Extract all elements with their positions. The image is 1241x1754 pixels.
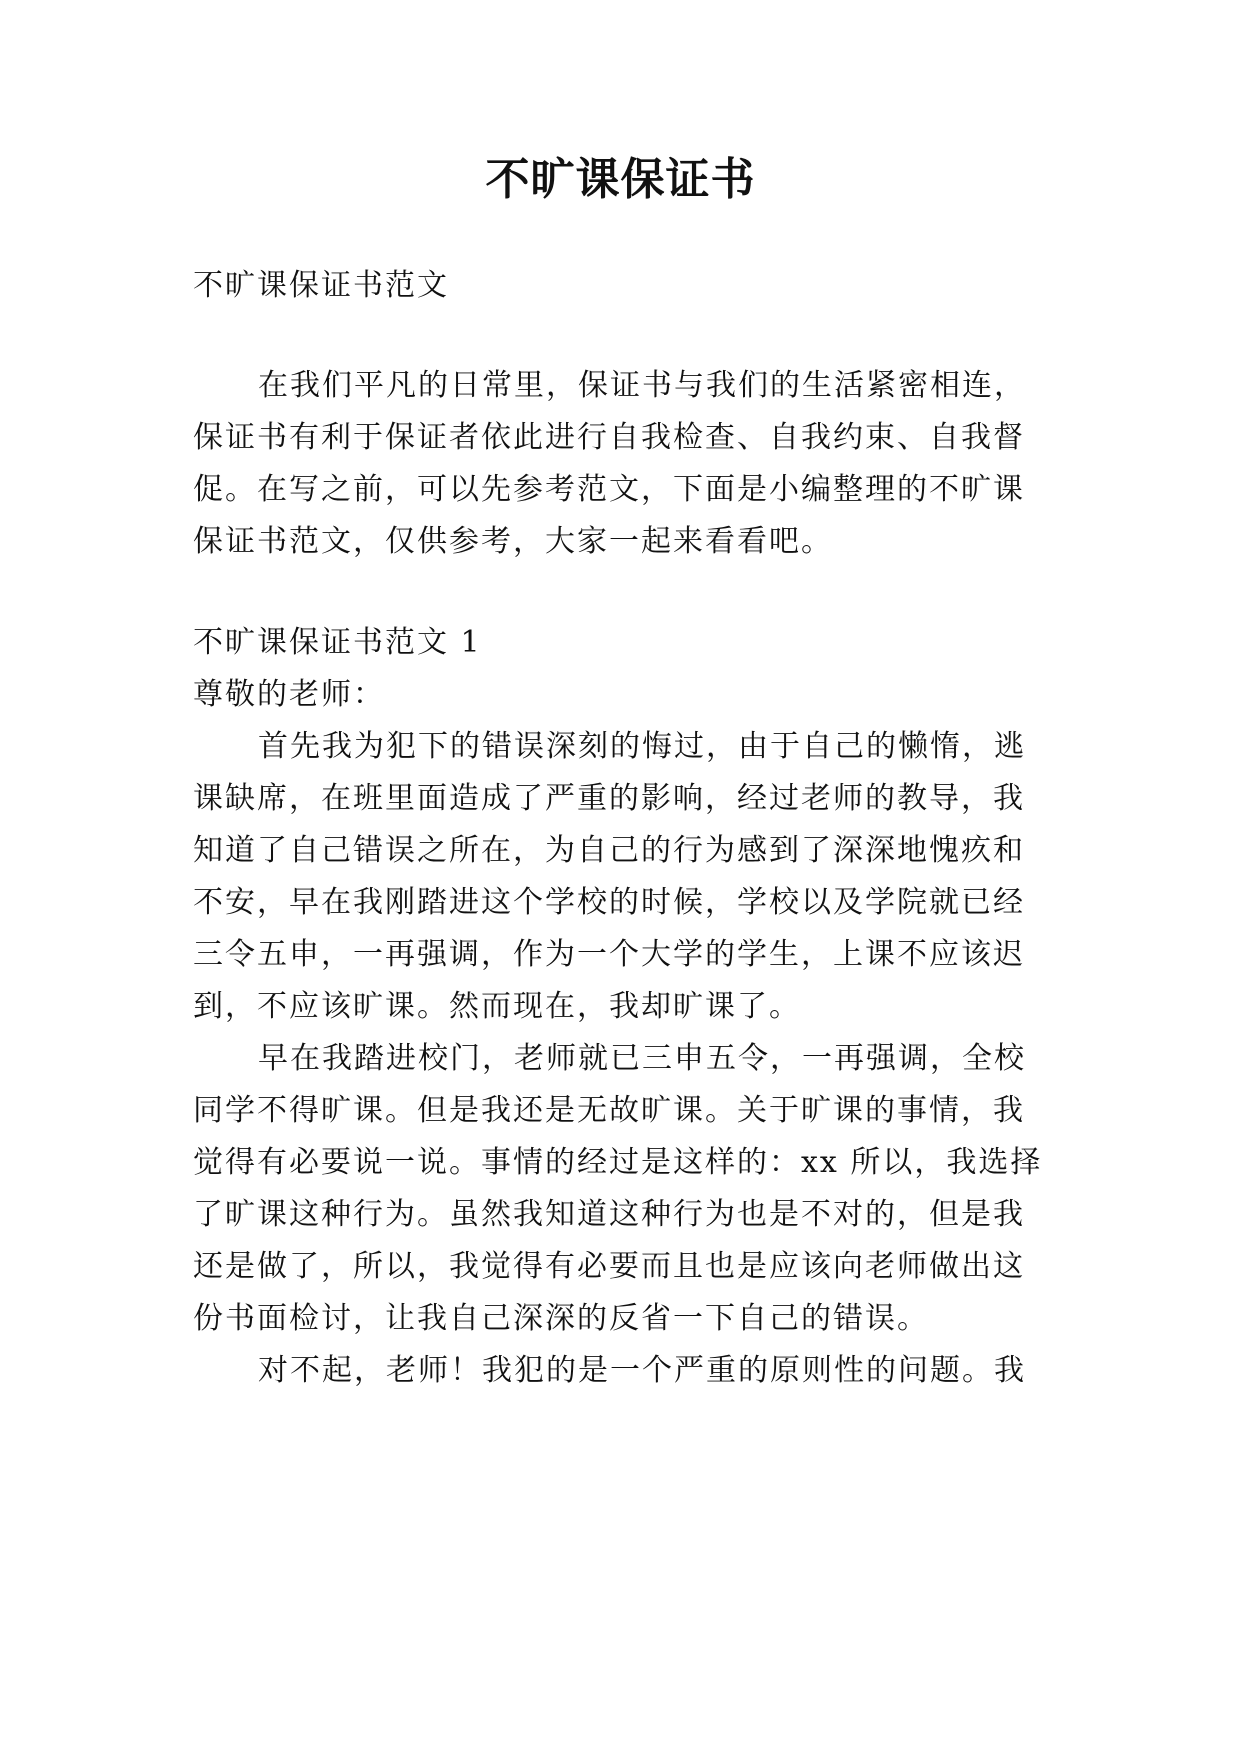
para1-line-3: 知道了自己错误之所在，为自己的行为感到了深深地愧疚和 bbox=[193, 833, 1025, 868]
para2-line-3: 觉得有必要说一说。事情的经过是这样的：xx 所以，我选择 bbox=[193, 1145, 1043, 1180]
para2-line-4: 了旷课这种行为。虽然我知道这种行为也是不对的，但是我 bbox=[193, 1197, 1025, 1232]
salutation: 尊敬的老师： bbox=[193, 677, 385, 712]
para3-line-1: 对不起，老师！我犯的是一个严重的原则性的问题。我 bbox=[258, 1353, 1026, 1388]
intro-line-3: 促。在写之前，可以先参考范文，下面是小编整理的不旷课 bbox=[193, 472, 1025, 507]
para2-line-2: 同学不得旷课。但是我还是无故旷课。关于旷课的事情，我 bbox=[193, 1093, 1025, 1128]
intro-line-1: 在我们平凡的日常里，保证书与我们的生活紧密相连， bbox=[258, 368, 1026, 403]
para1-line-4: 不安，早在我刚踏进这个学校的时候，学校以及学院就已经 bbox=[193, 885, 1025, 920]
document-subtitle: 不旷课保证书范文 bbox=[193, 268, 449, 303]
para1-line-5: 三令五申，一再强调，作为一个大学的学生，上课不应该迟 bbox=[193, 937, 1025, 972]
intro-line-2: 保证书有利于保证者依此进行自我检查、自我约束、自我督 bbox=[193, 420, 1025, 455]
para2-line-6: 份书面检讨，让我自己深深的反省一下自己的错误。 bbox=[193, 1301, 929, 1336]
para2-line-5: 还是做了，所以，我觉得有必要而且也是应该向老师做出这 bbox=[193, 1249, 1025, 1284]
para2-line-1: 早在我踏进校门，老师就已三申五令，一再强调，全校 bbox=[258, 1041, 1026, 1076]
para1-line-2: 课缺席，在班里面造成了严重的影响，经过老师的教导，我 bbox=[193, 781, 1025, 816]
para1-line-1: 首先我为犯下的错误深刻的悔过，由于自己的懒惰，逃 bbox=[258, 729, 1026, 764]
para1-line-6: 到，不应该旷课。然而现在，我却旷课了。 bbox=[193, 989, 801, 1024]
intro-line-4: 保证书范文，仅供参考，大家一起来看看吧。 bbox=[193, 524, 833, 559]
document-title: 不旷课保证书 bbox=[485, 154, 756, 205]
section1-heading: 不旷课保证书范文 1 bbox=[193, 625, 482, 660]
